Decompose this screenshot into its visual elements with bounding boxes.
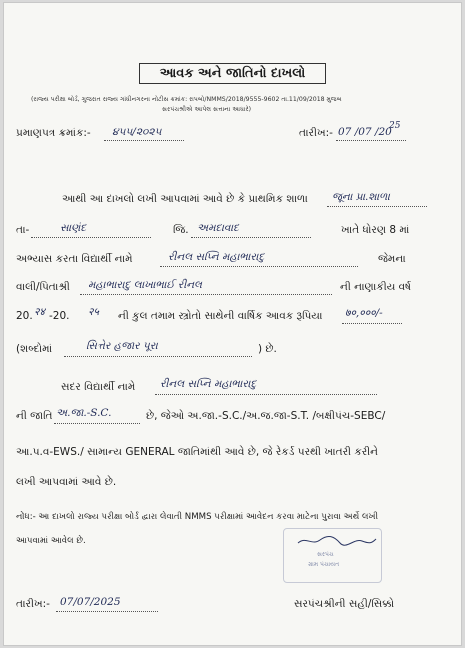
words-label: (શબ્દોમાં	[16, 343, 53, 355]
footer-date-underline	[56, 611, 158, 612]
para2-end-text: લખી આપવામાં આવે છે.	[16, 476, 117, 488]
taluka-value: સાણંદ	[60, 222, 87, 234]
district-label: જિ.	[173, 224, 189, 236]
signature-label: સરપંચશ્રીની સહી/સિક્કો	[294, 598, 395, 610]
study-label: અભ્યાસ કરતા વિદ્યાર્થી નામે	[16, 253, 133, 265]
words-end: ) છે.	[258, 343, 277, 355]
guardian-label: વાલી/પિતાશ્રી	[16, 281, 70, 293]
para1-text: આથી આ દાખલો લખી આપવામાં આવે છે કે પ્રાથમિક શાળા	[62, 193, 308, 205]
words-value: સિત્તેર હજાર પૂરા	[86, 340, 158, 352]
stamp-line-2: ગ્રામ પંચાયત	[308, 561, 340, 568]
cert-no-underline	[104, 140, 184, 141]
taluka-underline	[31, 237, 151, 238]
district-value: અમદાવાદ	[197, 222, 239, 234]
footer-date-label: તારીખ:-	[16, 598, 50, 610]
income-value: ७०,०००/-	[345, 307, 383, 319]
caste-categories-text: આ.પ.વ-EWS./ સામાન્ય GENERAL જાતિમાંથી આવે છે, જે રેકર્ડ પરથી ખાતરી કરીને	[16, 446, 379, 458]
year-value-1: २४	[34, 306, 45, 318]
student-name-value: રીનલ સપ્નિ મહાભારાદુ	[168, 251, 265, 263]
district-underline	[191, 237, 311, 238]
school-underline	[327, 206, 427, 207]
year-value-2: २५	[88, 306, 99, 318]
income-underline	[342, 323, 402, 324]
note-line-2: આપવામાં આવેલ છે.	[16, 536, 86, 546]
cert-no-label: પ્રમાણપત્ર ક્રમાંક:-	[16, 127, 91, 139]
footer-date-value: 07/07/2025	[60, 596, 121, 608]
para2-label: સદર વિદ્યાર્થી નામે	[61, 381, 136, 393]
year-separator: -20.	[49, 310, 70, 322]
para2-name-value: રીનલ સપ્નિ મહાભારાદુ	[160, 378, 257, 390]
stamp-line-1: સરપંચ	[317, 551, 334, 558]
handwritten-signature	[296, 534, 378, 548]
cert-no-value: ૪૫૫/૨૦૨૫	[112, 126, 162, 138]
caste-text: છે, જેઓ અ.જા.-S.C./અ.જ.જા-S.T. /બક્ષીપંચ-SEBC/	[146, 410, 386, 422]
para2-name-underline	[155, 394, 377, 395]
caste-underline	[54, 423, 140, 424]
date-label: તારીખ:-	[299, 127, 333, 139]
subtitle-line-1: (રાજ્ય પરીક્ષા બોર્ડ, ગુજરાત રાજ્ય ગાંધીનગરના નોટીસ ક્રમાંક: રાપબો/NMMS/2018/9555-9602 તા.11/09/2018 મુજબ	[31, 96, 342, 103]
subtitle-line-2: સરપંચશ્રીએ આપેલ સત્તાના આધારે)	[162, 106, 252, 113]
date-value: 07 /07 /20	[338, 126, 392, 138]
school-value: જૂના પ્રા.શાળા	[332, 191, 390, 203]
caste-label: ની જાતિ	[16, 410, 53, 422]
words-underline	[64, 356, 252, 357]
guardian-name-value: મહાભારાદુ લાખાભાઈ રીનલ	[88, 279, 202, 291]
date-year-value: 25	[389, 121, 401, 131]
fin-year-label: ની નાણાકીય વર્ષ	[340, 281, 412, 293]
taluka-label: તા-	[16, 224, 30, 236]
whose-label: જેમના	[378, 253, 406, 265]
caste-value: અ.જા.-S.C.	[56, 407, 112, 419]
note-line-1: નોંધ:- આ દાખલો રાજ્ય પરીક્ષા બોર્ડ દ્વારા લેવાતી NMMS પરીક્ષામાં આવેદન કરવા માટેના પુરાવા અર્થે લખી	[16, 512, 379, 522]
date-underline	[336, 140, 406, 141]
std-text: ખાતે ધોરણ 8 માં	[341, 224, 410, 236]
year-prefix-1: 20.	[16, 310, 33, 322]
guardian-underline	[80, 294, 332, 295]
certificate-title: આવક અને જાતિનો દાખલો	[139, 63, 326, 84]
student-name-underline	[160, 266, 358, 267]
income-text: ની કુલ તમામ સ્ત્રોતો સાથેની વાર્ષિક આવક રૂપિયા	[118, 310, 323, 322]
